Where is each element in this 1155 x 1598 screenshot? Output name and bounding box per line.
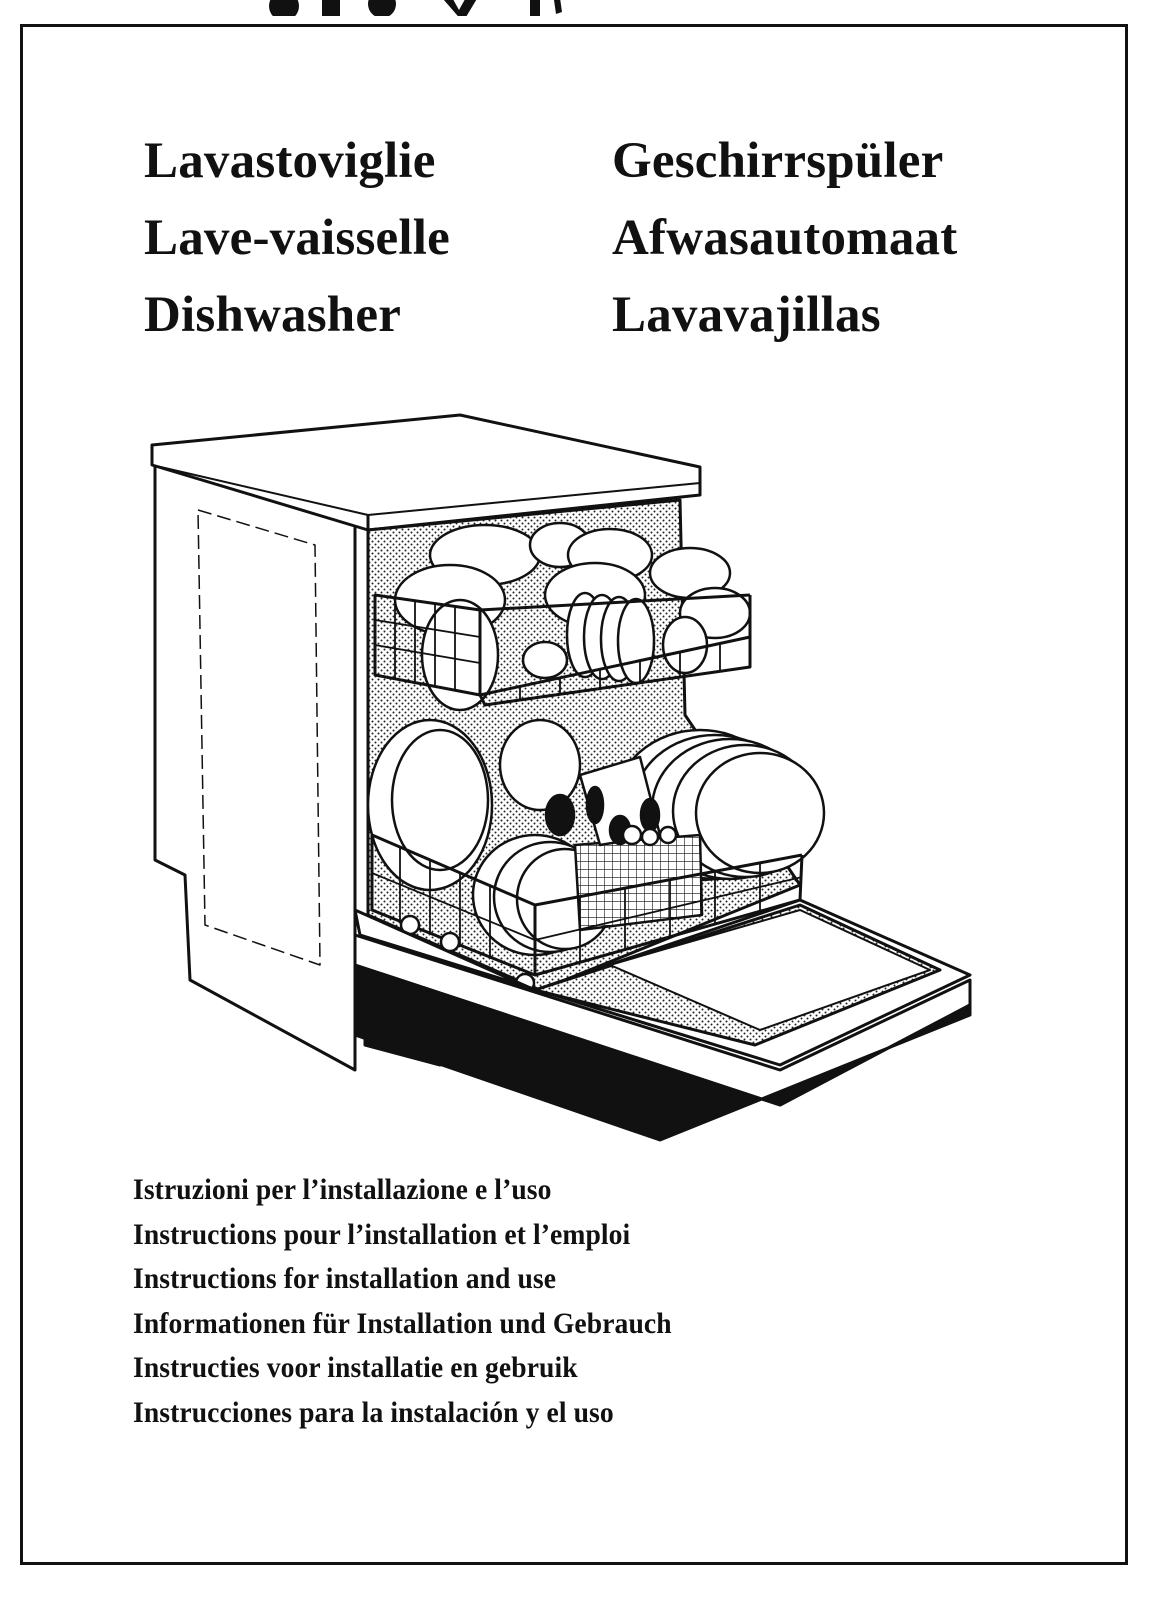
- title-english: Dishwasher: [144, 287, 402, 343]
- instruction-spanish: Instrucciones para la instalación y el uso: [133, 1395, 614, 1429]
- title-spanish: Lavavajillas: [612, 287, 881, 343]
- cabinet-side: [155, 460, 355, 1070]
- instruction-french: Instructions pour l’installation et l’emploi: [133, 1217, 631, 1251]
- instructions-list: [133, 1168, 719, 1435]
- instruction-dutch: Instructies voor installatie en gebruik: [133, 1351, 578, 1384]
- title-french: Lave-vaisselle: [144, 210, 450, 266]
- cropped-heading-fragment: [262, 0, 592, 16]
- title-dutch: Afwasautomaat: [612, 210, 958, 266]
- title-italian: Lavastoviglie: [144, 133, 436, 189]
- instruction-english: Instructions for installation and use: [133, 1262, 557, 1295]
- instruction-german: Informationen für Installation und Gebrauch: [133, 1306, 672, 1340]
- instruction-italian: Istruzioni per l’installazione e l’uso: [133, 1173, 552, 1206]
- dishwasher-illustration: [140, 405, 990, 1155]
- title-german: Geschirrspüler: [612, 133, 944, 189]
